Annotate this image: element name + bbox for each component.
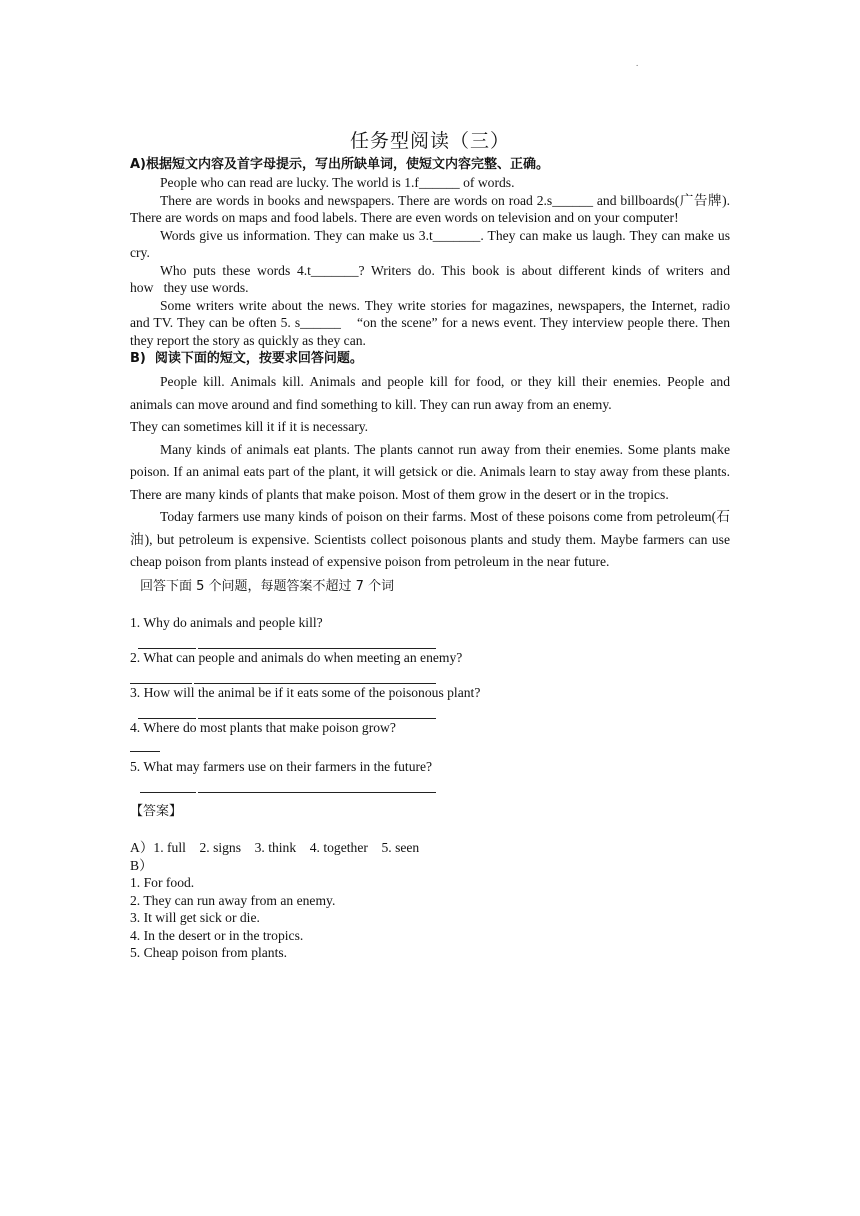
part-a-paragraph: Some writers write about the news. They write stories for magazines, newspapers, the Internet, radio and TV. They can be often 5. s______ “on the scene” for a news event. They interview people there. Then they report the story as quickly as they can. — [130, 297, 730, 348]
answer-b-5: 5. Cheap poison from plants. — [130, 945, 288, 960]
part-b-extra-line: They can sometimes kill it if it is necessary. — [130, 419, 369, 434]
question-3: 3. How will the animal be if it eats some of the poisonous plant? — [130, 684, 481, 700]
page-title: 任务型阅读（三） — [349, 130, 510, 152]
part-b-heading: B) 阅读下面的短文，按要求回答问题。 — [130, 351, 363, 366]
question-1: 1. Why do animals and people kill? — [130, 614, 323, 630]
part-b-paragraph: People kill. Animals kill. Animals and people kill for food, or they kill their enemies. People and animals can move around and find something to kill. They can run away from an enemy. — [130, 374, 730, 412]
answers-heading: 【答案】 — [130, 803, 183, 819]
answers-part-b-label: B） — [130, 857, 153, 873]
part-a-heading: A)根据短文内容及首字母提示，写出所缺单词，使短文内容完整、正确。 — [130, 157, 550, 172]
answer-line-5[interactable] — [130, 776, 730, 793]
answer-b-3: 3. It will get sick or die. — [130, 910, 260, 925]
questions-instruction: 回答下面 5 个问题，每题答案不超过 7 个词 — [140, 578, 395, 594]
answer-b-1: 1. For food. — [130, 875, 195, 890]
answers-part-a: A）1. full 2. signs 3. think 4. together 5. seen — [130, 839, 420, 855]
worksheet — [130, 128, 730, 962]
answer-line-4[interactable] — [130, 737, 730, 752]
part-a-paragraph: People who can read are lucky. The world is 1.f______ of words. — [160, 175, 515, 190]
question-2: 2. What can people and animals do when meeting an enemy? — [130, 649, 463, 665]
part-b-paragraph: Today farmers use many kinds of poison on their farms. Most of these poisons come from petroleum(石油), but petroleum is expensive. Scientists collect poisonous plants and study them. Maybe farmers can use cheap poison from plants instead of expensive poison from petroleum in the near future. — [130, 509, 730, 569]
answer-line-2[interactable] — [130, 667, 730, 684]
header-mark: . — [636, 58, 639, 68]
question-5: 5. What may farmers use on their farmers in the future? — [130, 758, 433, 774]
answer-b-2: 2. They can run away from an enemy. — [130, 892, 336, 908]
answer-line-1[interactable] — [130, 632, 730, 649]
part-a-paragraph: Who puts these words 4.t_______? Writers do. This book is about different kinds of writers and how they use words. — [130, 262, 730, 295]
part-a-paragraph: Words give us information. They can make us 3.t_______. They can make us laugh. They can make us cry. — [130, 227, 730, 260]
answer-b-4: 4. In the desert or in the tropics. — [130, 927, 304, 943]
answer-line-3[interactable] — [130, 702, 730, 719]
part-b-paragraph: Many kinds of animals eat plants. The plants cannot run away from their enemies. Some plants make poison. If an animal eats part of the plant, it will getsick or die. Animals learn to stay away from these plants. There are many kinds of plants that make poison. Most of them grow in the desert or in the tropics. — [130, 441, 730, 502]
question-4: 4. Where do most plants that make poison grow? — [130, 719, 396, 735]
part-a-paragraph: There are words in books and newspapers. There are words on road 2.s______ and billboards(广告牌). There are words on maps and food labels. There are even words on television and on your computer! — [130, 192, 730, 225]
